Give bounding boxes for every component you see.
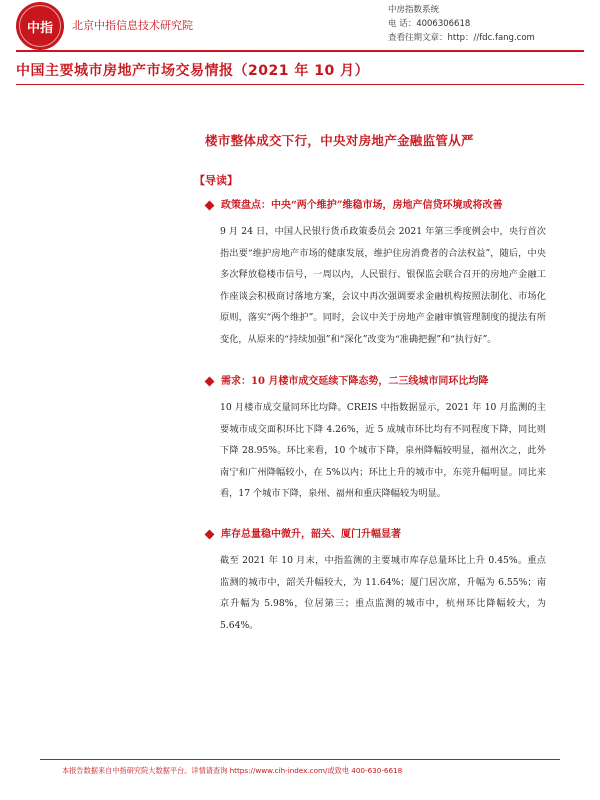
diamond-bullet-icon [205,377,215,387]
contact-url-label: 查看往期文章： [388,33,448,43]
organization-name: 北京中指信息技术研究院 [72,19,193,32]
contact-url-link[interactable]: http：//fdc.fang.com [447,33,535,43]
contact-url-row [388,31,535,45]
logo-text: 中指 [26,20,53,36]
diamond-bullet-icon [205,530,215,540]
header-divider [16,50,584,52]
contact-phone-row [388,17,535,31]
section-body: 10 月楼市成交量同环比均降。CREIS 中指数据显示，2021 年 10 月监测的主要城市成交面积环比下降 4.26%，近 5 成城市环比均有不同程度下降，同比则下降 28.95%。环比来看，10 个城市下降，泉州降幅较明显，福州次之，此外南宁和广州降幅较小，在 5%以内；环比上升的城市中，东莞升幅明显。同比来看，17 个城市下降，泉州、福州和重庆降幅较为明显。 [220,402,546,500]
section-heading-text: 库存总量稳中微升，韶关、厦门升幅显著 [221,529,401,540]
logo-ring [19,5,61,47]
contact-phone: 4006306618 [416,19,471,29]
section-demand [206,375,546,505]
title-divider [16,84,584,85]
section-heading [206,528,546,542]
contact-info [388,3,535,45]
section-policy [206,199,546,351]
section-heading-text: 政策盘点：中央“两个维护”维稳市场，房地产信贷环境或将改善 [221,200,503,211]
section-heading-text: 需求：10 月楼市成交延续下降态势，二三线城市同环比均降 [221,376,489,387]
footer-divider [40,759,560,760]
section-heading [206,199,546,213]
section-inventory [206,528,546,636]
contact-system: 中房指数系统 [388,5,440,15]
contact-phone-label: 电 话： [388,19,417,29]
section-heading [206,375,546,389]
company-logo [16,2,64,50]
footer-note: 本报告数据来自中指研究院大数据平台。详情请查询 https://www.cih-index.com/或致电 400-630-6618 [62,766,403,775]
section-body: 9 月 24 日，中国人民银行货币政策委员会 2021 年第三季度例会中，央行首次指出要“维护房地产市场的健康发展，维护住房消费者的合法权益”，随后，中央多次释放稳楼市信号，一周以内，人民银行、银保监会联合召开的房地产金融工作座谈会积极商讨落地方案，会议中再次强调要求金融机构按照法制化、市场化原则，落实“两个维护”。同时，会议中关于房地产金融审慎管理制度的提法有所变化，从原来的“持续加强”和“深化”改变为“准确把握”和“执行好”。 [220,226,546,345]
diamond-bullet-icon [205,201,215,211]
section-body: 截至 2021 年 10 月末，中指监测的主要城市库存总量环比上升 0.45%。重点监测的城市中，韶关升幅较大，为 11.64%；厦门居次席，升幅为 6.55%；南京升幅为 5.98%，位居第三；重点监测的城市中，杭州环比降幅较大，为 5.64%。 [220,555,546,631]
main-heading: 楼市整体成交下行，中央对房地产金融监管从严 [205,133,474,148]
intro-label: 【导读】 [194,174,238,187]
report-title: 中国主要城市房地产市场交易情报（2021 年 10 月） [16,63,370,79]
page-header [0,0,600,48]
